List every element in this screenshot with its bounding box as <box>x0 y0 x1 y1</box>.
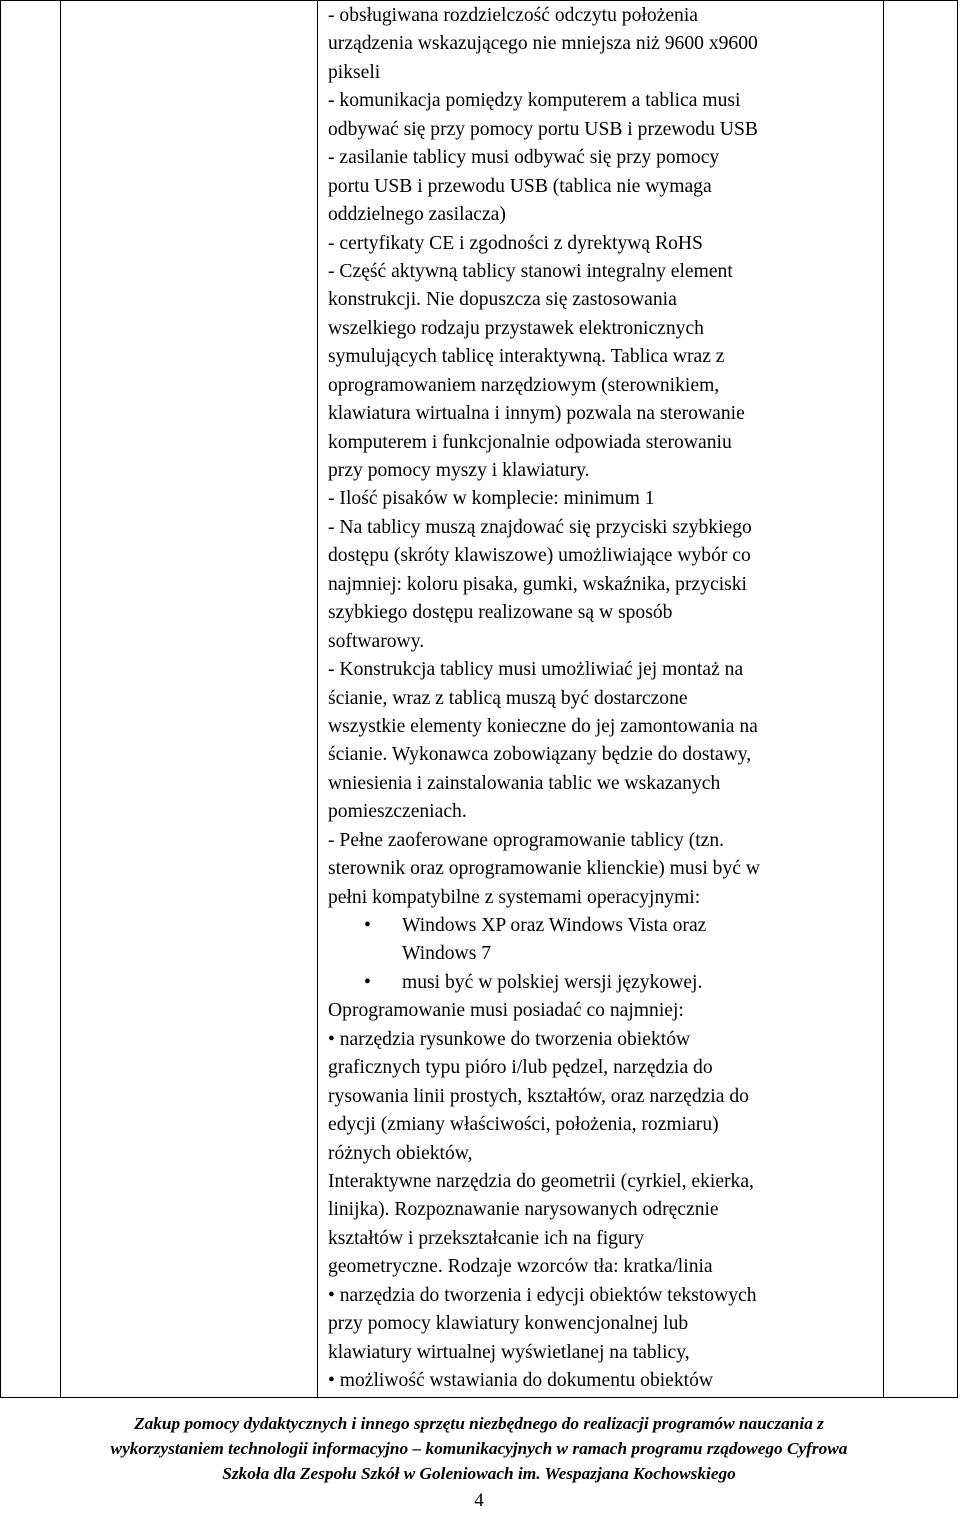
table-bottom-border <box>0 1397 958 1398</box>
footer-line: Szkoła dla Zespołu Szkół w Goleniowach im. Wespazjana Kochowskiego <box>222 1464 736 1483</box>
text-line: edycji (zmiany właściwości, położenia, rozmiaru) <box>328 1114 719 1136</box>
text-line: szybkiego dostępu realizowane są w sposób <box>328 602 673 624</box>
bullet-text: Windows 7 <box>402 943 492 965</box>
text-line: - Pełne zaoferowane oprogramowanie tablicy (tzn. <box>328 829 725 851</box>
text-line: pełni kompatybilne z systemami operacyjnymi: <box>328 886 701 908</box>
table-border-3 <box>317 0 318 1398</box>
text-line: oprogramowaniem narzędziowym (sterownikiem, <box>328 374 720 396</box>
text-line: odbywać się przy pomocy portu USB i przewodu USB <box>328 118 758 140</box>
text-line: pikseli <box>328 61 381 83</box>
text-line: wszelkiego rodzaju przystawek elektronicznych <box>328 317 704 339</box>
text-line: geometryczne. Rodzaje wzorców tła: kratka/linia <box>328 1256 713 1278</box>
text-line: - Część aktywną tablicy stanowi integralny element <box>328 260 733 282</box>
text-line: softwarowy. <box>328 630 425 652</box>
table-border-1 <box>0 0 1 1398</box>
table-border-2 <box>60 0 61 1398</box>
text-line: konstrukcji. Nie dopuszcza się zastosowania <box>328 289 677 311</box>
text-line: urządzenia wskazującego nie mniejsza niż 9600 x9600 <box>328 33 758 55</box>
text-line: przy pomocy myszy i klawiatury. <box>328 460 590 481</box>
specification-cell <box>328 2 880 1395</box>
text-line: klawiatura wirtualna i innym) pozwala na sterowanie <box>328 403 745 425</box>
text-line: • możliwość wstawiania do dokumentu obiektów <box>328 1370 714 1391</box>
text-line: symulujących tablicę interaktywną. Tablica wraz z <box>328 346 725 368</box>
text-line: rysowania linii prostych, kształtów, oraz narzędzia do <box>328 1085 749 1107</box>
footer-line: wykorzystaniem technologii informacyjno – komunikacyjnych w ramach programu rządowego Cyfrowa <box>110 1439 848 1458</box>
text-line: • narzędzia do tworzenia i edycji obiektów tekstowych <box>328 1284 757 1306</box>
bullet-text: Windows XP oraz Windows Vista oraz <box>402 915 707 936</box>
text-line: linijka). Rozpoznawanie narysowanych odręcznie <box>328 1199 719 1221</box>
text-line: portu USB i przewodu USB (tablica nie wymaga <box>328 175 712 197</box>
text-line: - komunikacja pomiędzy komputerem a tablica musi <box>328 90 741 112</box>
text-line: - zasilanie tablicy musi odbywać się przy pomocy <box>328 147 720 169</box>
text-line: różnych obiektów, <box>328 1142 473 1164</box>
text-line: klawiatury wirtualnej wyświetlanej na tablicy, <box>328 1341 690 1363</box>
text-line: Interaktywne narzędzia do geometrii (cyrkiel, ekierka, <box>328 1170 754 1192</box>
text-line: ścianie. Wykonawca zobowiązany będzie do dostawy, <box>328 744 752 766</box>
text-line: dostępu (skróty klawiszowe) umożliwiające wybór co <box>328 545 751 567</box>
table-top-border <box>0 0 958 1</box>
text-line: pomieszczeniach. <box>328 801 467 823</box>
text-line: kształtów i przekształcanie ich na figury <box>328 1227 645 1249</box>
bullet-item-language <box>328 969 880 997</box>
text-line: - obsługiwana rozdzielczość odczytu położenia <box>328 5 698 26</box>
text-line: najmniej: koloru pisaka, gumki, wskaźnika, przyciski <box>328 573 747 595</box>
page-number: 4 <box>474 1490 484 1511</box>
text-line: • narzędzia rysunkowe do tworzenia obiektów <box>328 1028 691 1050</box>
text-line: Oprogramowanie musi posiadać co najmniej: <box>328 1000 684 1022</box>
text-line: sterownik oraz oprogramowanie klienckie) musi być w <box>328 858 761 880</box>
page-footer <box>0 1411 958 1486</box>
text-line: wniesienia i zainstalowania tablic we wskazanych <box>328 772 721 794</box>
footer-line: Zakup pomocy dydaktycznych i innego sprzętu niezbędnego do realizacji programów nauczania z <box>134 1414 824 1433</box>
text-line: - Ilość pisaków w komplecie: minimum 1 <box>328 488 655 510</box>
text-line: graficznych typu pióro i/lub pędzel, narzędzia do <box>328 1057 713 1079</box>
text-line: - certyfikaty CE i zgodności z dyrektywą RoHS <box>328 232 703 254</box>
text-line: - Na tablicy muszą znajdować się przyciski szybkiego <box>328 516 752 538</box>
bullet-item-continuation <box>328 940 880 968</box>
text-line: oddzielnego zasilacza) <box>328 204 506 226</box>
bullet-text: musi być w polskiej wersji językowej. <box>402 971 703 993</box>
table-border-4 <box>883 0 884 1398</box>
bullet-icon: • <box>364 915 371 936</box>
bullet-icon: • <box>364 971 371 993</box>
bullet-item-os <box>328 912 880 940</box>
text-line: wszystkie elementy konieczne do jej zamontowania na <box>328 715 758 737</box>
text-line: przy pomocy klawiatury konwencjonalnej lub <box>328 1313 689 1335</box>
table-border-5 <box>957 0 958 1398</box>
text-line: ścianie, wraz z tablicą muszą być dostarczone <box>328 687 688 709</box>
text-line: - Konstrukcja tablicy musi umożliwiać jej montaż na <box>328 659 744 681</box>
text-line: komputerem i funkcjonalnie odpowiada sterowaniu <box>328 431 732 453</box>
